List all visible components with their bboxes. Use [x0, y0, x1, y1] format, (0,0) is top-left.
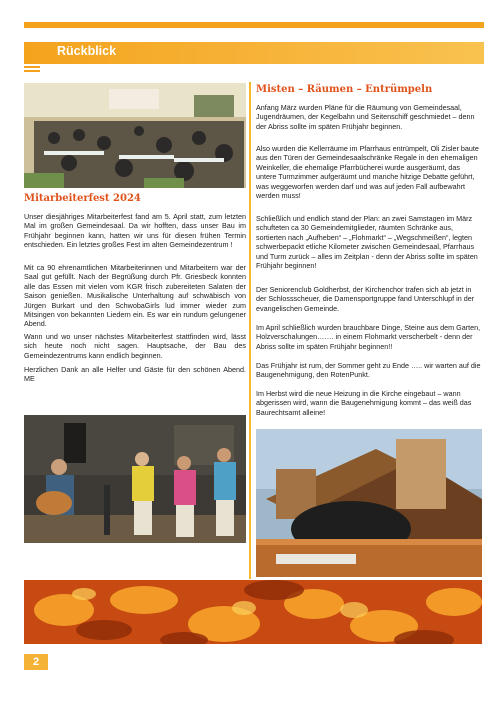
header-stripe [24, 70, 40, 72]
section-title: Rückblick [57, 44, 117, 58]
paragraph: Herzlichen Dank an alle Helfer und Gäste für den schönen Abend. ME [24, 365, 246, 384]
article-title: Misten – Räumen – Entrümpeln [256, 84, 433, 95]
column-divider [249, 82, 251, 579]
paragraph: Das Frühjahr ist rum, der Sommer geht zu Ende ….. wir warten auf die Baugenehmigung, den RotenPunkt. [256, 361, 481, 380]
paragraph: Mit ca 90 ehrenamtlichen Mitarbeiterinnen und Mitarbeitern war der Saal gut gefüllt. Nach der Begrüßung durch Pfr. Griesbeck konnten alle das Essen mit vielen vom KGR frisch zubereiteten Salaten der Saison genießen. Musikalische Unterhaltung auf schwäbisch von Jürgen Burkart und den SchwobaGirls lud immer wieder zum Mitsingen von bekannten Liedern ein. Es war ein rundum gelungener Abend. [24, 263, 246, 329]
paragraph: Unser diesjähriges Mitarbeiterfest fand am 5. April statt, zum letzten Mal im großen Gemeindesaal. Da wir hofften, dass unser Bau im Frühjahr beginnen kann, hatten wir uns für diesen frühen Termin entschieden. Ein letztes großes Fest im alten Gemeindezentrum ! [24, 212, 246, 250]
fest-hall-photo [24, 83, 246, 188]
paragraph: Im Herbst wird die neue Heizung in die Kirche eingebaut – wann abgerissen wird, wann die Baugenehmigung kommt – das weiß das Baurechtsamt alleine! [256, 389, 472, 417]
paragraph: Also wurden die Kellerräume im Pfarrhaus entrümpelt, Oli Zisler baute aus den Türen der Gemeindesaalschränke Regale in den ehemaligen Weinkeller, die ehemalige Pfarrbücherei wurde ausgeräumt, das untere Turmzimmer aufgeräumt und manche hitzige Debatte geführt, was weggeworfen werden darf und was auf jeden Fall aufbewahrt werden muss! [256, 144, 479, 201]
page-number: 2 [24, 654, 48, 670]
article-title: Mitarbeiterfest 2024 [24, 193, 141, 204]
paragraph: Im April schließlich wurden brauchbare Dinge, Steine aus dem Garten, Holzverschalungen……. in einem Flohmarkt verscherbelt - denn der Abriss sollte im späten Frühjahr beginnen!! [256, 323, 481, 351]
autumn-leaves-banner [24, 580, 482, 644]
top-accent-bar [24, 22, 484, 28]
section-header [24, 42, 484, 64]
music-performance-photo [24, 415, 246, 543]
paragraph: Der Seniorenclub Goldherbst, der Kirchenchor trafen sich ab jetzt in der Schlossscheuer, die Damensportgruppe fand Unterschlupf in der evangelischen Gemeinde. [256, 285, 475, 313]
paragraph: Anfang März wurden Pläne für die Räumung von Gemeindesaal, Jugendräumen, der Kegelbahn und Seitenschiff geschmiedet – denn der Abriss sollte im späten Frühjahr beginnen. [256, 103, 475, 131]
paragraph: Wann und wo unser nächstes Mitarbeiterfest stattfinden wird, lässt sich heute noch nicht sagen. Hauptsache, der Bau des Gemeindezentrums kann endlich beginnen. [24, 332, 246, 360]
header-stripe [24, 66, 40, 68]
clutter-photo [256, 429, 482, 577]
paragraph: Schließlich und endlich stand der Plan: an zwei Samstagen im März schufteten ca 30 Gemeindemitglieder, räumten Schränke aus, sortierten nach „Aufheben“ – „Flohmarkt“ – „Wegschmeißen“, legten schwerbepackt etliche Kilometer zwischen Gemeindesaal, Pfarrhaus und Turm zurück – alles im Zeitplan - denn der Abriss sollte im späten Frühjahr beginnen! [256, 214, 478, 271]
